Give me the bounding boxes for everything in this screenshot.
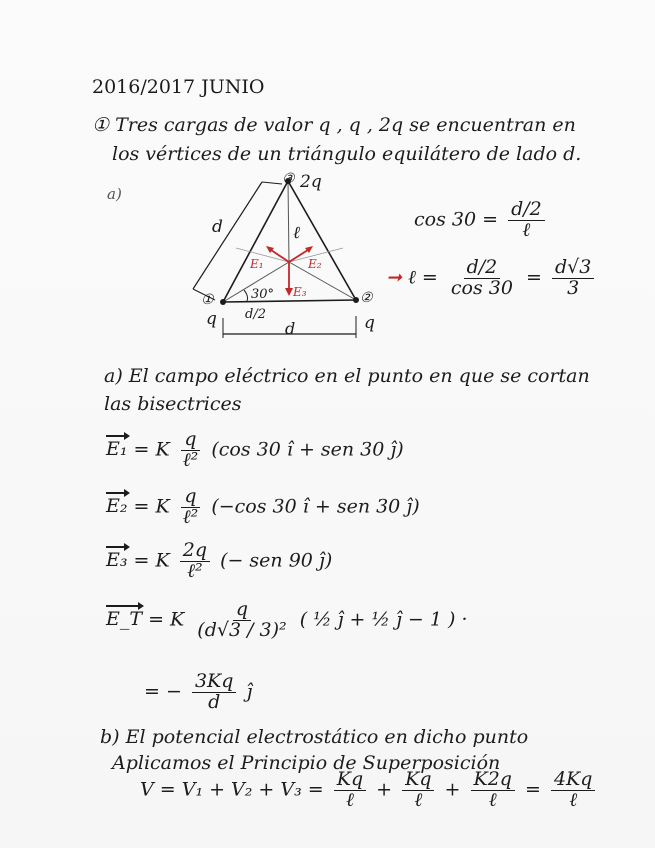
result-fraction-den: d xyxy=(208,690,221,713)
ell-formula-eq: = xyxy=(525,266,542,289)
ell-fraction-2-den: 3 xyxy=(567,276,580,299)
e3-fraction-den: ℓ² xyxy=(187,559,203,582)
result-fraction xyxy=(192,672,236,713)
side-label: d xyxy=(212,217,223,237)
ell-formula-lhs: ℓ = xyxy=(407,266,438,289)
vertex-3-charge: 2q xyxy=(300,172,322,192)
cos-fraction xyxy=(508,200,545,241)
potential-term-2-den: ℓ xyxy=(414,788,423,811)
result-fraction-num: 3Kq xyxy=(192,672,236,693)
vertex-3-label: ③ xyxy=(282,171,295,187)
et-fraction xyxy=(194,600,289,641)
et-symbol: E_T xyxy=(106,608,143,631)
e2-label: E₂ xyxy=(308,257,322,271)
vertex-1-charge: q xyxy=(206,309,217,329)
triangle-side-bottom xyxy=(223,300,356,302)
vertex-2-dot xyxy=(353,297,359,303)
right-arrow-icon: ➞ xyxy=(386,266,402,289)
diagram-part-label: a) xyxy=(107,185,122,203)
e1-tail: (cos 30 î + sen 30 ĵ) xyxy=(211,438,404,461)
et-fraction-den: (d√3 / 3)² xyxy=(197,618,287,641)
e3-fraction xyxy=(180,541,210,582)
potential-term-4 xyxy=(551,770,595,811)
half-side-label: d/2 xyxy=(245,307,266,322)
vertex-1-dot xyxy=(220,299,226,305)
ell-fraction-1-den: cos 30 xyxy=(450,276,513,299)
e1-fraction xyxy=(180,430,202,471)
potential-term-3-den: ℓ xyxy=(488,788,497,811)
part-b-line-1: b) El potencial electrostático en dicho punto xyxy=(100,726,529,748)
et-equation xyxy=(106,600,467,641)
ell-label: ℓ xyxy=(293,223,301,243)
e1-fraction-den: ℓ² xyxy=(182,448,199,471)
e2-fraction xyxy=(180,487,202,528)
e3-equation xyxy=(106,541,332,582)
et-eq: = K xyxy=(148,608,185,631)
potential-term-1-den: ℓ xyxy=(345,788,354,811)
vertex-1-label: ① xyxy=(201,292,214,308)
cos-fraction-num: d/2 xyxy=(508,200,545,221)
e2-fraction-num: q xyxy=(181,487,199,508)
ell-formula xyxy=(386,258,598,299)
e2-tail: (−cos 30 î + sen 30 ĵ) xyxy=(211,495,420,518)
e1-label: E₁ xyxy=(250,257,264,271)
vertex-2-charge: q xyxy=(364,313,375,333)
e2-equation xyxy=(106,487,420,528)
cos-fraction-den: ℓ xyxy=(522,218,531,241)
result-eq: = − xyxy=(144,680,182,703)
potential-plus-2: + xyxy=(444,778,461,801)
ell-fraction-1-num: d/2 xyxy=(464,258,501,279)
problem-text-1: Tres cargas de valor q , q , 2q se encuentran en xyxy=(115,114,576,136)
e1-equation xyxy=(106,430,404,471)
part-b-line-2: Aplicamos el Principio de Superposición xyxy=(112,752,501,774)
cos-formula-lhs: cos 30 = xyxy=(414,208,499,231)
e3-label: E₃ xyxy=(293,285,307,299)
potential-term-4-den: ℓ xyxy=(569,788,578,811)
e1-fraction-num: q xyxy=(181,430,199,451)
ell-fraction-1 xyxy=(448,258,516,299)
potential-plus-1: + xyxy=(376,778,393,801)
potential-equation xyxy=(140,770,599,811)
e3-fraction-num: 2q xyxy=(180,541,210,562)
e2-eq: = K xyxy=(133,495,170,518)
et-tail: ( ½ ĵ + ½ ĵ − 1 ) · xyxy=(299,608,468,631)
potential-term-2-num: Kq xyxy=(402,770,434,791)
potential-term-3-num: K2q xyxy=(471,770,515,791)
vertex-2-label: ② xyxy=(360,290,373,306)
potential-term-2 xyxy=(402,770,434,811)
ell-fraction-2 xyxy=(552,258,594,299)
ell-fraction-2-num: d√3 xyxy=(552,258,594,279)
problem-line-2: los vértices de un triángulo equilátero de lado d. xyxy=(112,143,582,165)
part-a-line-2: las bisectrices xyxy=(104,393,242,415)
e2-symbol: E₂ xyxy=(106,495,128,518)
potential-term-4-num: 4Kq xyxy=(551,770,595,791)
problem-number: ① xyxy=(92,114,110,136)
median-from-vertex-3 xyxy=(288,181,289,262)
potential-term-1 xyxy=(334,770,366,811)
angle-arc xyxy=(244,290,248,301)
part-a-line-1: a) El campo eléctrico en el punto en que se cortan xyxy=(104,365,590,387)
potential-term-1-num: Kq xyxy=(334,770,366,791)
angle-label: 30° xyxy=(251,287,275,302)
triangle-side-left xyxy=(223,181,288,302)
e2-fraction-den: ℓ² xyxy=(182,505,199,528)
page-title: 2016/2017 JUNIO xyxy=(92,76,265,98)
bottom-side-label: d xyxy=(285,319,296,338)
e3-symbol: E₃ xyxy=(106,549,128,572)
potential-eq: = xyxy=(525,778,541,801)
cos-formula xyxy=(414,200,549,241)
potential-lhs: V = V₁ + V₂ + V₃ = xyxy=(140,778,324,801)
side-dimension-line xyxy=(193,182,262,289)
e3-eq: = K xyxy=(133,549,170,572)
side-dimension-tick-top xyxy=(262,182,282,184)
potential-term-3 xyxy=(471,770,515,811)
e1-eq: = K xyxy=(133,438,170,461)
e3-arrowhead xyxy=(285,288,293,296)
result-equation xyxy=(144,672,252,713)
result-unit: ĵ xyxy=(246,680,253,703)
e3-tail: (− sen 90 ĵ) xyxy=(220,549,333,572)
e1-symbol: E₁ xyxy=(106,438,128,461)
et-fraction-num: q xyxy=(233,600,251,621)
